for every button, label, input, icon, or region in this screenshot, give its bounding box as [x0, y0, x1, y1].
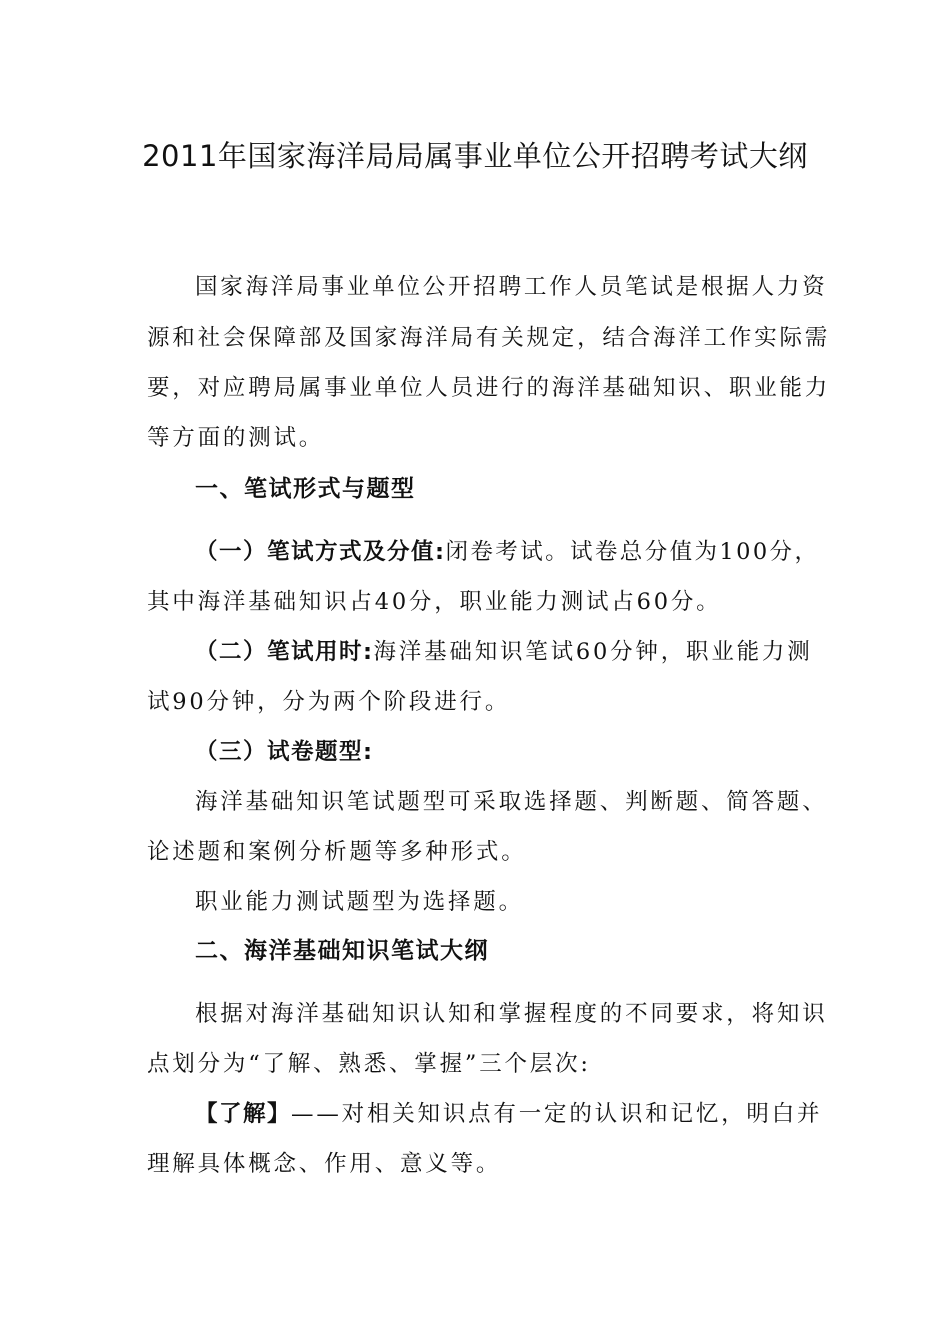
item-1-line-2: 其中海洋基础知识占40分，职业能力测试占60分。 — [147, 589, 722, 615]
question-types-line-1: 海洋基础知识笔试题型可采取选择题、判断题、简答题、 — [195, 789, 828, 815]
section-heading-1: 一、笔试形式与题型 — [195, 476, 416, 502]
item-1-text: 闭卷考试。试卷总分值为100分， — [445, 539, 820, 565]
intro-line-1: 国家海洋局事业单位公开招聘工作人员笔试是根据人力资 — [195, 274, 828, 300]
section-heading-2: 二、海洋基础知识笔试大纲 — [195, 938, 489, 964]
intro-line-4: 等方面的测试。 — [147, 425, 325, 451]
understand-text: ——对相关知识点有一定的认识和记忆，明白并 — [291, 1101, 823, 1127]
understand-line-2: 理解具体概念、作用、意义等。 — [147, 1151, 502, 1177]
intro-line-3: 要，对应聘局属事业单位人员进行的海洋基础知识、职业能力 — [147, 375, 831, 401]
item-3-label: （三）试卷题型: — [195, 739, 374, 765]
intro-line-2: 源和社会保障部及国家海洋局有关规定，结合海洋工作实际需 — [147, 325, 831, 351]
item-1-line-1 — [195, 534, 827, 566]
item-2-label: （二）笔试用时: — [195, 639, 374, 665]
item-2-line-1 — [195, 634, 827, 666]
levels-line-1: 根据对海洋基础知识认知和掌握程度的不同要求，将知识 — [195, 1001, 828, 1027]
item-1-label: （一）笔试方式及分值: — [195, 539, 446, 565]
item-3-line-1 — [195, 734, 827, 766]
item-2-line-2: 试90分钟，分为两个阶段进行。 — [147, 689, 511, 715]
understand-label: 【了解】 — [195, 1101, 292, 1127]
document-title: 2011年国家海洋局局属事业单位公开招聘考试大纲 — [142, 139, 808, 173]
levels-line-2: 点划分为“了解、熟悉、掌握”三个层次: — [147, 1051, 591, 1077]
question-types-line-2: 论述题和案例分析题等多种形式。 — [147, 839, 527, 865]
understand-line-1 — [195, 1096, 827, 1128]
item-2-text: 海洋基础知识笔试60分钟，职业能力测 — [373, 639, 813, 665]
aptitude-types-line: 职业能力测试题型为选择题。 — [195, 889, 524, 915]
